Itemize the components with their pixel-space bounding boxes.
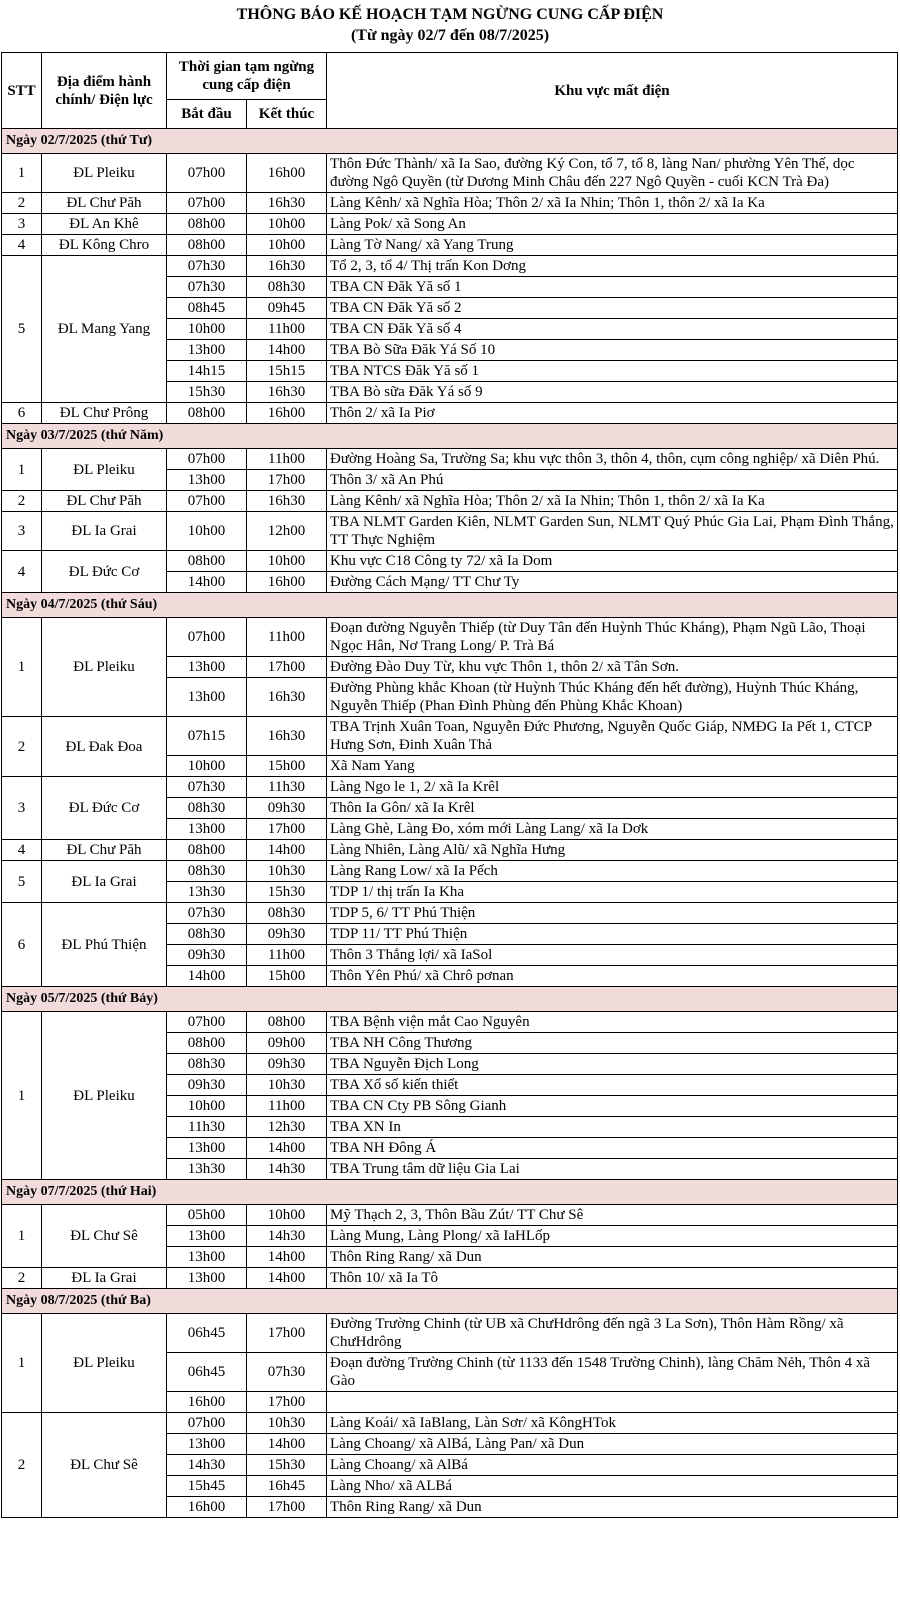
start-time-cell: 13h00 — [167, 657, 247, 678]
start-time-cell: 08h00 — [167, 235, 247, 256]
stt-cell: 4 — [2, 840, 42, 861]
stt-cell: 1 — [2, 1012, 42, 1180]
start-time-cell: 07h00 — [167, 154, 247, 193]
area-cell: TBA Trịnh Xuân Toan, Nguyễn Đức Phương, Nguyễn Quốc Giáp, NMĐG Ia Pết 1, CTCP Hưng Sơn, Đinh Xuân Thả — [327, 717, 898, 756]
area-cell: Đường Cách Mạng/ TT Chư Ty — [327, 572, 898, 593]
area-cell: Làng Ghè, Làng Đo, xóm mới Làng Lang/ xã Ia Dơk — [327, 819, 898, 840]
schedule-body — [2, 129, 898, 1518]
unit-cell: ĐL Ia Grai — [42, 512, 167, 551]
table-row — [2, 235, 898, 256]
end-time-cell: 16h30 — [247, 678, 327, 717]
stt-cell: 5 — [2, 256, 42, 403]
stt-cell: 1 — [2, 618, 42, 717]
end-time-cell: 17h00 — [247, 1392, 327, 1413]
table-row — [2, 840, 898, 861]
start-time-cell: 15h45 — [167, 1476, 247, 1497]
unit-cell: ĐL Kông Chro — [42, 235, 167, 256]
end-time-cell: 09h30 — [247, 924, 327, 945]
end-time-cell: 10h30 — [247, 1413, 327, 1434]
end-time-cell: 17h00 — [247, 1497, 327, 1518]
unit-cell: ĐL Pleiku — [42, 1012, 167, 1180]
end-time-cell: 10h30 — [247, 861, 327, 882]
area-cell: Thôn 3/ xã An Phú — [327, 470, 898, 491]
unit-cell: ĐL Chư Păh — [42, 840, 167, 861]
stt-cell: 1 — [2, 1314, 42, 1413]
start-time-cell: 07h00 — [167, 618, 247, 657]
area-cell: Đường Phùng khắc Khoan (từ Huỳnh Thúc Kháng đến hết đường), Huỳnh Thúc Kháng, Nguyễn Thiếp (Phan Đình Phùng đến Phùng Khắc Khoan) — [327, 678, 898, 717]
unit-cell: ĐL Chư Păh — [42, 193, 167, 214]
start-time-cell: 13h00 — [167, 340, 247, 361]
document-subtitle: (Từ ngày 02/7 đến 08/7/2025) — [350, 27, 550, 44]
day-header-row — [2, 424, 898, 449]
start-time-cell: 08h00 — [167, 1033, 247, 1054]
start-time-cell: 10h00 — [167, 1096, 247, 1117]
unit-cell: ĐL Đak Đoa — [42, 717, 167, 777]
area-cell: Đường Đào Duy Từ, khu vực Thôn 1, thôn 2/ xã Tân Sơn. — [327, 657, 898, 678]
end-time-cell: 09h30 — [247, 1054, 327, 1075]
area-cell: TDP 5, 6/ TT Phú Thiện — [327, 903, 898, 924]
day-label: Ngày 04/7/2025 (thứ Sáu) — [2, 593, 898, 618]
end-time-cell: 11h30 — [247, 777, 327, 798]
end-time-cell: 08h30 — [247, 277, 327, 298]
area-cell: Làng Tờ Nang/ xã Yang Trung — [327, 235, 898, 256]
start-time-cell: 10h00 — [167, 756, 247, 777]
start-time-cell: 10h00 — [167, 319, 247, 340]
table-row — [2, 154, 898, 193]
unit-cell: ĐL Pleiku — [42, 154, 167, 193]
area-cell — [327, 1392, 898, 1413]
end-time-cell: 16h45 — [247, 1476, 327, 1497]
table-row — [2, 214, 898, 235]
table-row — [2, 512, 898, 551]
start-time-cell: 16h00 — [167, 1392, 247, 1413]
table-row — [2, 193, 898, 214]
area-cell: Làng Koái/ xã IaBlang, Làn Sơr/ xã KôngHTok — [327, 1413, 898, 1434]
area-cell: Làng Rang Low/ xã Ia Pếch — [327, 861, 898, 882]
unit-cell: ĐL Chư Sê — [42, 1413, 167, 1518]
area-cell: Đường Trường Chinh (từ UB xã ChưHdrông đến ngã 3 La Sơn), Thôn Hàm Rồng/ xã ChưHdrông — [327, 1314, 898, 1353]
start-time-cell: 08h45 — [167, 298, 247, 319]
end-time-cell: 17h00 — [247, 819, 327, 840]
end-time-cell: 09h45 — [247, 298, 327, 319]
end-time-cell: 11h00 — [247, 618, 327, 657]
start-time-cell: 13h30 — [167, 1159, 247, 1180]
end-time-cell: 10h00 — [247, 1205, 327, 1226]
area-cell: Làng Kênh/ xã Nghĩa Hòa; Thôn 2/ xã Ia Nhin; Thôn 1, thôn 2/ xã Ia Ka — [327, 491, 898, 512]
area-cell: TBA CN Cty PB Sông Gianh — [327, 1096, 898, 1117]
start-time-cell: 07h00 — [167, 193, 247, 214]
area-cell: TBA Xổ số kiến thiết — [327, 1075, 898, 1096]
start-time-cell: 08h00 — [167, 214, 247, 235]
table-row — [2, 1205, 898, 1226]
start-time-cell: 05h00 — [167, 1205, 247, 1226]
end-time-cell: 14h30 — [247, 1226, 327, 1247]
table-row — [2, 1413, 898, 1434]
start-time-cell: 07h15 — [167, 717, 247, 756]
area-cell: Làng Choang/ xã AlBá, Làng Pan/ xã Dun — [327, 1434, 898, 1455]
area-cell: Thôn 3 Thắng lợi/ xã IaSol — [327, 945, 898, 966]
area-cell: Tổ 2, 3, tổ 4/ Thị trấn Kon Dơng — [327, 256, 898, 277]
stt-cell: 3 — [2, 512, 42, 551]
day-header-row — [2, 1180, 898, 1205]
start-time-cell: 14h00 — [167, 572, 247, 593]
start-time-cell: 08h30 — [167, 861, 247, 882]
area-cell: TBA Trung tâm dữ liệu Gia Lai — [327, 1159, 898, 1180]
area-cell: TDP 11/ TT Phú Thiện — [327, 924, 898, 945]
stt-cell: 2 — [2, 193, 42, 214]
area-cell: Thôn 2/ xã Ia Piơ — [327, 403, 898, 424]
day-header-row — [2, 593, 898, 618]
unit-cell: ĐL Ia Grai — [42, 1268, 167, 1289]
start-time-cell: 13h00 — [167, 819, 247, 840]
power-outage-schedule-table — [1, 52, 898, 1518]
start-time-cell: 07h00 — [167, 449, 247, 470]
stt-cell: 2 — [2, 1413, 42, 1518]
unit-cell: ĐL Chư Păh — [42, 491, 167, 512]
end-time-cell: 09h00 — [247, 1033, 327, 1054]
unit-cell: ĐL Đức Cơ — [42, 551, 167, 593]
area-cell: Làng Choang/ xã AlBá — [327, 1455, 898, 1476]
day-header-row — [2, 1289, 898, 1314]
area-cell: TBA CN Đăk Yă số 1 — [327, 277, 898, 298]
area-cell: TBA CN Đăk Yă số 4 — [327, 319, 898, 340]
start-time-cell: 13h30 — [167, 882, 247, 903]
area-cell: Mỹ Thạch 2, 3, Thôn Bầu Zút/ TT Chư Sê — [327, 1205, 898, 1226]
day-label: Ngày 05/7/2025 (thứ Bảy) — [2, 987, 898, 1012]
end-time-cell: 08h00 — [247, 1012, 327, 1033]
end-time-cell: 16h30 — [247, 382, 327, 403]
unit-cell: ĐL Chư Prông — [42, 403, 167, 424]
area-cell: TBA XN In — [327, 1117, 898, 1138]
day-header-row — [2, 129, 898, 154]
area-cell: TBA NTCS Đăk Yă số 1 — [327, 361, 898, 382]
area-cell: Thôn Đức Thành/ xã Ia Sao, đường Ký Con, tổ 7, tổ 8, làng Nan/ phường Yên Thế, dọc đường Ngô Quyền (từ Dương Minh Châu đến 227 Ngô Quyền - cuối KCN Trà Đa) — [327, 154, 898, 193]
end-time-cell: 15h00 — [247, 966, 327, 987]
start-time-cell: 11h30 — [167, 1117, 247, 1138]
area-cell: Đoạn đường Nguyễn Thiếp (từ Duy Tân đến Huỳnh Thúc Kháng), Phạm Ngũ Lão, Thoại Ngọc Hân, Nơ Trang Long/ P. Trà Bá — [327, 618, 898, 657]
start-time-cell: 08h30 — [167, 798, 247, 819]
start-time-cell: 15h30 — [167, 382, 247, 403]
table-row — [2, 449, 898, 470]
unit-cell: ĐL An Khê — [42, 214, 167, 235]
unit-cell: ĐL Ia Grai — [42, 861, 167, 903]
area-cell: TBA NH Đông Á — [327, 1138, 898, 1159]
unit-cell: ĐL Phú Thiện — [42, 903, 167, 987]
end-time-cell: 11h00 — [247, 945, 327, 966]
area-cell: Làng Ngo le 1, 2/ xã Ia Krêl — [327, 777, 898, 798]
end-time-cell: 14h00 — [247, 1434, 327, 1455]
header-end: Kết thúc — [247, 100, 327, 129]
end-time-cell: 14h00 — [247, 1138, 327, 1159]
stt-cell: 4 — [2, 235, 42, 256]
area-cell: Làng Nho/ xã ALBá — [327, 1476, 898, 1497]
start-time-cell: 14h30 — [167, 1455, 247, 1476]
end-time-cell: 15h30 — [247, 882, 327, 903]
header-location: Địa điểm hành chính/ Điện lực — [42, 53, 167, 129]
header-start: Bắt đầu — [167, 100, 247, 129]
start-time-cell: 08h00 — [167, 403, 247, 424]
day-label: Ngày 08/7/2025 (thứ Ba) — [2, 1289, 898, 1314]
day-header-row — [2, 987, 898, 1012]
start-time-cell: 13h00 — [167, 1268, 247, 1289]
end-time-cell: 14h00 — [247, 340, 327, 361]
table-row — [2, 861, 898, 882]
stt-cell: 3 — [2, 214, 42, 235]
end-time-cell: 15h15 — [247, 361, 327, 382]
end-time-cell: 11h00 — [247, 449, 327, 470]
end-time-cell: 15h00 — [247, 756, 327, 777]
table-row — [2, 1012, 898, 1033]
stt-cell: 2 — [2, 491, 42, 512]
area-cell: Khu vực C18 Công ty 72/ xã Ia Dom — [327, 551, 898, 572]
end-time-cell: 10h00 — [247, 214, 327, 235]
table-row — [2, 1268, 898, 1289]
end-time-cell: 14h30 — [247, 1159, 327, 1180]
start-time-cell: 07h30 — [167, 777, 247, 798]
end-time-cell: 17h00 — [247, 1314, 327, 1353]
start-time-cell: 07h30 — [167, 903, 247, 924]
end-time-cell: 16h00 — [247, 572, 327, 593]
start-time-cell: 07h00 — [167, 1413, 247, 1434]
end-time-cell: 07h30 — [247, 1353, 327, 1392]
area-cell: Thôn Ring Rang/ xã Dun — [327, 1247, 898, 1268]
area-cell: Thôn Yên Phú/ xã Chrô pơnan — [327, 966, 898, 987]
table-row — [2, 403, 898, 424]
area-cell: Xã Nam Yang — [327, 756, 898, 777]
end-time-cell: 10h00 — [247, 235, 327, 256]
area-cell: TBA CN Đăk Yă số 2 — [327, 298, 898, 319]
stt-cell: 4 — [2, 551, 42, 593]
header-time: Thời gian tạm ngừng cung cấp điện — [167, 53, 327, 100]
end-time-cell: 16h30 — [247, 717, 327, 756]
table-row — [2, 717, 898, 756]
end-time-cell: 16h30 — [247, 256, 327, 277]
start-time-cell: 14h00 — [167, 966, 247, 987]
start-time-cell: 13h00 — [167, 470, 247, 491]
end-time-cell: 10h00 — [247, 551, 327, 572]
area-cell: Thôn Ring Rang/ xã Dun — [327, 1497, 898, 1518]
start-time-cell: 14h15 — [167, 361, 247, 382]
unit-cell: ĐL Pleiku — [42, 1314, 167, 1413]
stt-cell: 1 — [2, 449, 42, 491]
end-time-cell: 16h30 — [247, 193, 327, 214]
start-time-cell: 09h30 — [167, 1075, 247, 1096]
stt-cell: 3 — [2, 777, 42, 840]
area-cell: Làng Mung, Làng Plong/ xã IaHLốp — [327, 1226, 898, 1247]
start-time-cell: 13h00 — [167, 1247, 247, 1268]
end-time-cell: 11h00 — [247, 319, 327, 340]
table-row — [2, 551, 898, 572]
header-area: Khu vực mất điện — [327, 53, 898, 129]
end-time-cell: 17h00 — [247, 657, 327, 678]
table-row — [2, 903, 898, 924]
area-cell: TBA NH Công Thương — [327, 1033, 898, 1054]
table-row — [2, 777, 898, 798]
area-cell: TBA Bò Sữa Đăk Yá Số 10 — [327, 340, 898, 361]
area-cell: Thôn Ia Gôn/ xã Ia Krêl — [327, 798, 898, 819]
start-time-cell: 07h30 — [167, 256, 247, 277]
stt-cell: 2 — [2, 1268, 42, 1289]
area-cell: Làng Nhiên, Làng Alũ/ xã Nghĩa Hưng — [327, 840, 898, 861]
start-time-cell: 09h30 — [167, 945, 247, 966]
start-time-cell: 13h00 — [167, 1138, 247, 1159]
stt-cell: 6 — [2, 903, 42, 987]
start-time-cell: 07h00 — [167, 491, 247, 512]
area-cell: TBA Nguyễn Địch Long — [327, 1054, 898, 1075]
start-time-cell: 07h30 — [167, 277, 247, 298]
table-row — [2, 1314, 898, 1353]
area-cell: TBA NLMT Garden Kiên, NLMT Garden Sun, NLMT Quý Phúc Gia Lai, Phạm Đình Thắng, TT Thực Nghiệm — [327, 512, 898, 551]
stt-cell: 5 — [2, 861, 42, 903]
end-time-cell: 16h00 — [247, 403, 327, 424]
unit-cell: ĐL Chư Sê — [42, 1205, 167, 1268]
end-time-cell: 14h00 — [247, 840, 327, 861]
start-time-cell: 13h00 — [167, 1434, 247, 1455]
start-time-cell: 06h45 — [167, 1353, 247, 1392]
end-time-cell: 08h30 — [247, 903, 327, 924]
start-time-cell: 08h30 — [167, 1054, 247, 1075]
end-time-cell: 15h30 — [247, 1455, 327, 1476]
start-time-cell: 13h00 — [167, 678, 247, 717]
day-label: Ngày 02/7/2025 (thứ Tư) — [2, 129, 898, 154]
start-time-cell: 08h00 — [167, 840, 247, 861]
start-time-cell: 06h45 — [167, 1314, 247, 1353]
end-time-cell: 14h00 — [247, 1268, 327, 1289]
start-time-cell: 08h00 — [167, 551, 247, 572]
area-cell: Thôn 10/ xã Ia Tô — [327, 1268, 898, 1289]
start-time-cell: 13h00 — [167, 1226, 247, 1247]
end-time-cell: 16h30 — [247, 491, 327, 512]
document-title: THÔNG BÁO KẾ HOẠCH TẠM NGỪNG CUNG CẤP ĐIỆN — [236, 6, 664, 23]
stt-cell: 2 — [2, 717, 42, 777]
end-time-cell: 10h30 — [247, 1075, 327, 1096]
unit-cell: ĐL Đức Cơ — [42, 777, 167, 840]
area-cell: Làng Pok/ xã Song An — [327, 214, 898, 235]
table-row — [2, 618, 898, 657]
end-time-cell: 12h30 — [247, 1117, 327, 1138]
stt-cell: 6 — [2, 403, 42, 424]
start-time-cell: 10h00 — [167, 512, 247, 551]
area-cell: Đoạn đường Trường Chinh (từ 1133 đến 1548 Trường Chinh), làng Chăm Nẻh, Thôn 4 xã Gào — [327, 1353, 898, 1392]
table-row — [2, 491, 898, 512]
unit-cell: ĐL Mang Yang — [42, 256, 167, 403]
area-cell: TBA Bệnh viện mắt Cao Nguyên — [327, 1012, 898, 1033]
area-cell: TDP 1/ thị trấn Ia Kha — [327, 882, 898, 903]
day-label: Ngày 07/7/2025 (thứ Hai) — [2, 1180, 898, 1205]
start-time-cell: 07h00 — [167, 1012, 247, 1033]
end-time-cell: 09h30 — [247, 798, 327, 819]
unit-cell: ĐL Pleiku — [42, 618, 167, 717]
end-time-cell: 14h00 — [247, 1247, 327, 1268]
end-time-cell: 12h00 — [247, 512, 327, 551]
day-label: Ngày 03/7/2025 (thứ Năm) — [2, 424, 898, 449]
end-time-cell: 16h00 — [247, 154, 327, 193]
area-cell: TBA Bò sữa Đăk Yá số 9 — [327, 382, 898, 403]
start-time-cell: 08h30 — [167, 924, 247, 945]
stt-cell: 1 — [2, 154, 42, 193]
start-time-cell: 16h00 — [167, 1497, 247, 1518]
header-stt: STT — [2, 53, 42, 129]
unit-cell: ĐL Pleiku — [42, 449, 167, 491]
end-time-cell: 17h00 — [247, 470, 327, 491]
area-cell: Làng Kênh/ xã Nghĩa Hòa; Thôn 2/ xã Ia Nhin; Thôn 1, thôn 2/ xã Ia Ka — [327, 193, 898, 214]
table-row — [2, 256, 898, 277]
area-cell: Đường Hoàng Sa, Trường Sa; khu vực thôn 3, thôn 4, thôn, cụm công nghiệp/ xã Diên Phú. — [327, 449, 898, 470]
end-time-cell: 11h00 — [247, 1096, 327, 1117]
stt-cell: 1 — [2, 1205, 42, 1268]
